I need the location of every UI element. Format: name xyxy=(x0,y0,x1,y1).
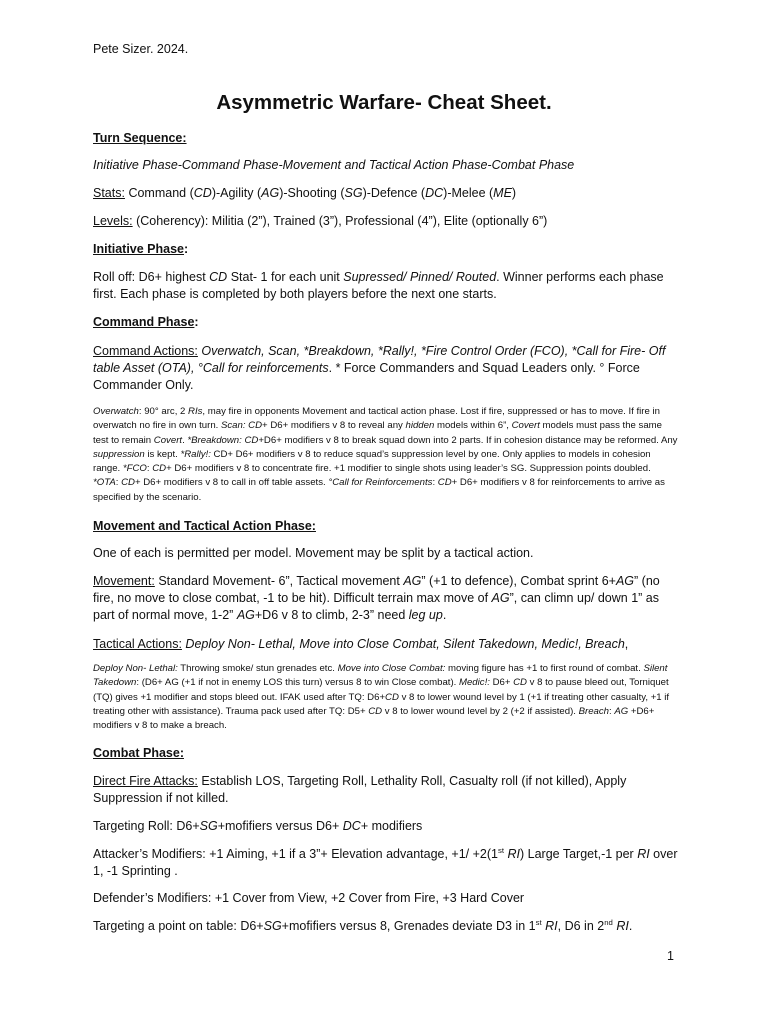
tactical-actions-detail-run: v 8 to pause bleed out, Torniquet (TQ) gives +1 modifier and stops bleed out. IFAK used after TQ: D6+ xyxy=(93,677,669,703)
command-actions-detail-run: + D6+ modifiers v 8 for reinforcements to arrive as specified by the scenario. xyxy=(93,477,665,503)
initiative-text-run: Roll off: D6+ highest xyxy=(93,270,210,284)
page-title-run: Asymmetric Warfare- Cheat Sheet. xyxy=(216,91,552,114)
command-actions-detail-run: Covert xyxy=(511,420,540,432)
stats-line xyxy=(93,185,678,202)
initiative-text-run: Supressed/ Pinned/ Routed xyxy=(343,270,497,284)
command-actions-detail-run: : xyxy=(146,463,153,475)
stats-line-run: ME xyxy=(493,186,512,200)
command-actions-detail-run: CD xyxy=(437,477,452,489)
tactical-actions-detail-run: : xyxy=(609,705,615,717)
stats-line-run: DC xyxy=(425,186,444,200)
tactical-actions-detail-run: Throwing smoke/ stun grenades etc. xyxy=(177,663,338,674)
command-actions-detail-run: Overwatch xyxy=(93,406,139,417)
stats-line-run: )-Melee ( xyxy=(443,186,494,200)
movement-text-run: leg up xyxy=(408,608,443,622)
heading-initiative-phase-run: : xyxy=(184,242,189,256)
attacker-modifiers-run: Attacker’s Modifiers: +1 Aiming, +1 if a 3”+ Elevation advantage, +1/ +2(1 xyxy=(93,847,498,861)
command-actions-detail-run: CD xyxy=(121,477,135,489)
targeting-point-run: Targeting a point on table: D6+ xyxy=(93,919,264,933)
movement-text-run: Standard Movement- 6”, Tactical movement xyxy=(154,574,404,588)
tactical-actions-detail-run: AG xyxy=(614,705,629,717)
stats-line-run: ) xyxy=(511,186,517,200)
heading-command-phase-run: : xyxy=(194,315,199,329)
command-actions-detail xyxy=(93,405,678,505)
command-actions-detail-run: models must pass the same test to remain xyxy=(93,420,662,446)
movement-text-run: +D6 v 8 to climb, 2-3” need xyxy=(254,608,409,622)
command-actions-detail-run: RIs xyxy=(188,406,203,417)
tactical-actions-detail-run: Deploy Non- Lethal: xyxy=(93,663,178,674)
attacker-modifiers xyxy=(93,846,678,880)
stats-line-run: )-Defence ( xyxy=(362,186,426,200)
targeting-point-run: st xyxy=(535,917,542,927)
tactical-actions-detail-run: Silent Takedown xyxy=(93,663,668,689)
command-actions-detail-run: *Breakdown: CD xyxy=(187,434,259,446)
stats-line-run: AG xyxy=(261,186,280,200)
levels-line-run: Levels: xyxy=(93,214,133,228)
command-actions-detail-run: *Rally!: xyxy=(180,448,211,460)
command-actions-run: . * Force Commanders and Squad Leaders only. ° Force Commander Only. xyxy=(93,361,640,392)
initiative-text xyxy=(93,269,678,303)
command-actions-run: Overwatch, Scan, *Breakdown, *Rally!, *Fire Control Order (FCO), *Call for Fire- Off table Asset (OTA), °Call for reinforcements xyxy=(93,344,666,375)
command-actions xyxy=(93,343,678,394)
command-actions-detail-run: +D6+ modifiers v 8 to break squad down into 2 parts. If in cohesion distance may be reformed. Any xyxy=(258,434,678,446)
movement-text-run: ” (+1 to defence), Combat sprint 6+ xyxy=(421,574,616,588)
targeting-point-run: RI xyxy=(545,919,558,933)
command-actions-detail-run: models within 6”, xyxy=(434,420,512,432)
movement-text-run: AG xyxy=(491,591,510,605)
page-title xyxy=(0,90,768,116)
heading-initiative-phase xyxy=(93,241,678,258)
direct-fire xyxy=(93,773,678,807)
targeting-point-run: . xyxy=(628,919,633,933)
tactical-actions xyxy=(93,636,678,653)
direct-fire-run: Direct Fire Attacks: xyxy=(93,774,198,788)
command-actions-detail-run: : xyxy=(115,477,122,489)
command-actions-detail-run: hidden xyxy=(405,420,435,432)
movement-text-run: AG xyxy=(403,574,422,588)
targeting-point xyxy=(93,918,678,935)
heading-combat-phase-run: Combat Phase: xyxy=(93,746,184,760)
command-actions-detail-run: . xyxy=(182,434,188,446)
command-actions-run: Command Actions: xyxy=(93,344,198,358)
tactical-actions-detail-run: moving figure has +1 to first round of combat. xyxy=(445,663,644,674)
targeting-roll xyxy=(93,818,678,835)
heading-movement-phase xyxy=(93,518,678,535)
initiative-text-run: . Winner performs each phase first. Each phase is completed by both players before the next one starts. xyxy=(93,270,664,301)
movement-text xyxy=(93,573,678,624)
tactical-actions-detail-run: v 8 to lower wound level by 1 (+1 if treating other casualty, +1 if treating other with assistance). Trauma pack used after TQ: D5+ xyxy=(93,691,670,717)
heading-movement-phase-run: Movement and Tactical Action Phase: xyxy=(93,519,316,533)
stats-line-run: Stats: xyxy=(93,186,125,200)
attacker-modifiers-run: st xyxy=(497,845,505,855)
targeting-point-run: nd xyxy=(604,917,613,927)
command-actions-detail-run: + D6+ modifiers v 8 to call in off table assets. xyxy=(134,477,329,489)
stats-line-run: Command ( xyxy=(124,186,194,200)
page-number-run: 1 xyxy=(667,949,674,963)
tactical-actions-detail-run: : (D6+ AG (+1 if not in enemy LOS this turn) versus 8 to win Close combat). xyxy=(136,677,459,689)
defender-modifiers-run: Defender’s Modifiers: +1 Cover from View, +2 Cover from Fire, +3 Hard Cover xyxy=(93,891,525,905)
attacker-modifiers-run: ) Large Target,-1 per xyxy=(520,847,638,861)
defender-modifiers xyxy=(93,890,678,907)
tactical-actions-detail-run: Medic!: xyxy=(458,677,490,689)
targeting-roll-run: Targeting Roll: D6+ xyxy=(93,819,200,833)
attacker-modifiers-run: RI xyxy=(637,847,650,861)
author-line xyxy=(93,41,678,58)
heading-command-phase xyxy=(93,314,678,331)
targeting-roll-run: +mofifiers versus D6+ xyxy=(217,819,343,833)
tactical-actions-detail-run: +D6+ modifiers v 8 to make a breach. xyxy=(93,705,655,732)
movement-text-run: . xyxy=(442,608,447,622)
movement-text-run: Movement: xyxy=(93,574,155,588)
command-actions-detail-run: *FCO xyxy=(122,463,147,475)
targeting-point-run: +mofifiers versus 8, Grenades deviate D3 in 1 xyxy=(281,919,536,933)
command-actions-detail-run: *OTA xyxy=(93,477,116,489)
turn-sequence-text-run: Initiative Phase-Command Phase-Movement and Tactical Action Phase-Combat Phase xyxy=(93,158,575,172)
direct-fire-run: Establish LOS, Targeting Roll, Lethality Roll, Casualty roll (if not killed), Apply Suppression if not killed. xyxy=(93,774,627,805)
tactical-actions-detail xyxy=(93,662,678,733)
page-number xyxy=(667,948,687,965)
command-actions-detail-run: suppression xyxy=(93,448,145,460)
levels-line xyxy=(93,213,678,230)
targeting-point-run: RI xyxy=(616,919,629,933)
heading-command-phase-run: Command Phase xyxy=(93,315,195,329)
movement-text-run: ” (no fire, no move to close combat, -1 to be hit). Difficult terrain max move of xyxy=(93,574,660,605)
attacker-modifiers-run: over 1, -1 Sprinting . xyxy=(93,847,678,878)
movement-text-run: ”, can climn up/ down 1” as part of normal move, 1-2” xyxy=(93,591,659,622)
tactical-actions-run: Deploy Non- Lethal, Move into Close Combat, Silent Takedown, Medic!, Breach xyxy=(185,637,625,651)
command-actions-detail-run: + D6+ modifiers v 8 to concentrate fire. +1 modifier to single shots using leader’s SG. Suppression points doubled. xyxy=(166,463,651,475)
command-actions-detail-run: CD xyxy=(152,463,167,475)
tactical-actions-detail-run: Move into Close Combat: xyxy=(337,663,446,674)
command-actions-detail-run: : xyxy=(432,477,438,489)
command-actions-detail-run: is kept. xyxy=(144,448,181,460)
heading-turn-sequence-run: Turn Sequence: xyxy=(93,131,187,145)
stats-line-run: SG xyxy=(344,186,363,200)
tactical-actions-detail-run: D6+ xyxy=(489,677,514,689)
movement-text-run: AG xyxy=(615,574,635,588)
targeting-roll-run: + modifiers xyxy=(360,819,423,833)
levels-line-run: (Coherency): Militia (2”), Trained (3”), Professional (4”), Elite (optionally 6”) xyxy=(132,214,548,228)
targeting-roll-run: DC xyxy=(342,819,361,833)
command-actions-detail-run: CD+ D6+ modifiers v 8 to reduce squad’s suppression level by one. Only applies to models in cohesion range. xyxy=(93,448,651,475)
tactical-actions-detail-run: CD xyxy=(368,705,383,717)
command-actions-detail-run: : 90° arc, 2 xyxy=(138,406,189,417)
tactical-actions-detail-run: CD xyxy=(385,691,399,703)
tactical-actions-detail-run: v 8 to lower wound level by 2 (+2 if assisted). xyxy=(382,705,579,717)
stats-line-run: )-Agility ( xyxy=(211,186,262,200)
heading-initiative-phase-run: Initiative Phase xyxy=(93,242,185,256)
command-actions-detail-run: Covert xyxy=(153,434,183,446)
stats-line-run: CD xyxy=(193,186,212,200)
targeting-roll-run: SG xyxy=(199,819,218,833)
stats-line-run: )-Shooting ( xyxy=(279,186,345,200)
initiative-text-run: CD xyxy=(209,270,228,284)
movement-intro-run: One of each is permitted per model. Movement may be split by a tactical action. xyxy=(93,546,534,560)
initiative-text-run: Stat- 1 for each unit xyxy=(227,270,344,284)
author-line-run: Pete Sizer. 2024. xyxy=(93,42,189,56)
command-actions-detail-run: °Call for Reinforcements xyxy=(328,477,433,489)
tactical-actions-run: Tactical Actions: xyxy=(93,637,182,651)
command-actions-detail-run: + D6+ modifiers v 8 to reveal any xyxy=(262,420,406,432)
targeting-point-run: SG xyxy=(263,919,282,933)
heading-combat-phase xyxy=(93,745,678,762)
heading-turn-sequence xyxy=(93,130,678,147)
turn-sequence-text xyxy=(93,157,678,174)
tactical-actions-detail-run: CD xyxy=(513,677,527,689)
command-actions-detail-run: , may fire in opponents Movement and tactical action phase. Lost if fire, suppressed or has to move. If fire in overwatch no fire in own turn. xyxy=(93,406,660,432)
tactical-actions-run: , xyxy=(624,637,629,651)
targeting-point-run: , D6 in 2 xyxy=(557,919,605,933)
command-actions-detail-run: Scan: CD xyxy=(220,420,263,432)
movement-intro xyxy=(93,545,678,562)
tactical-actions-detail-run: Breach xyxy=(578,705,610,717)
movement-text-run: AG xyxy=(236,608,255,622)
attacker-modifiers-run: RI xyxy=(507,847,520,861)
